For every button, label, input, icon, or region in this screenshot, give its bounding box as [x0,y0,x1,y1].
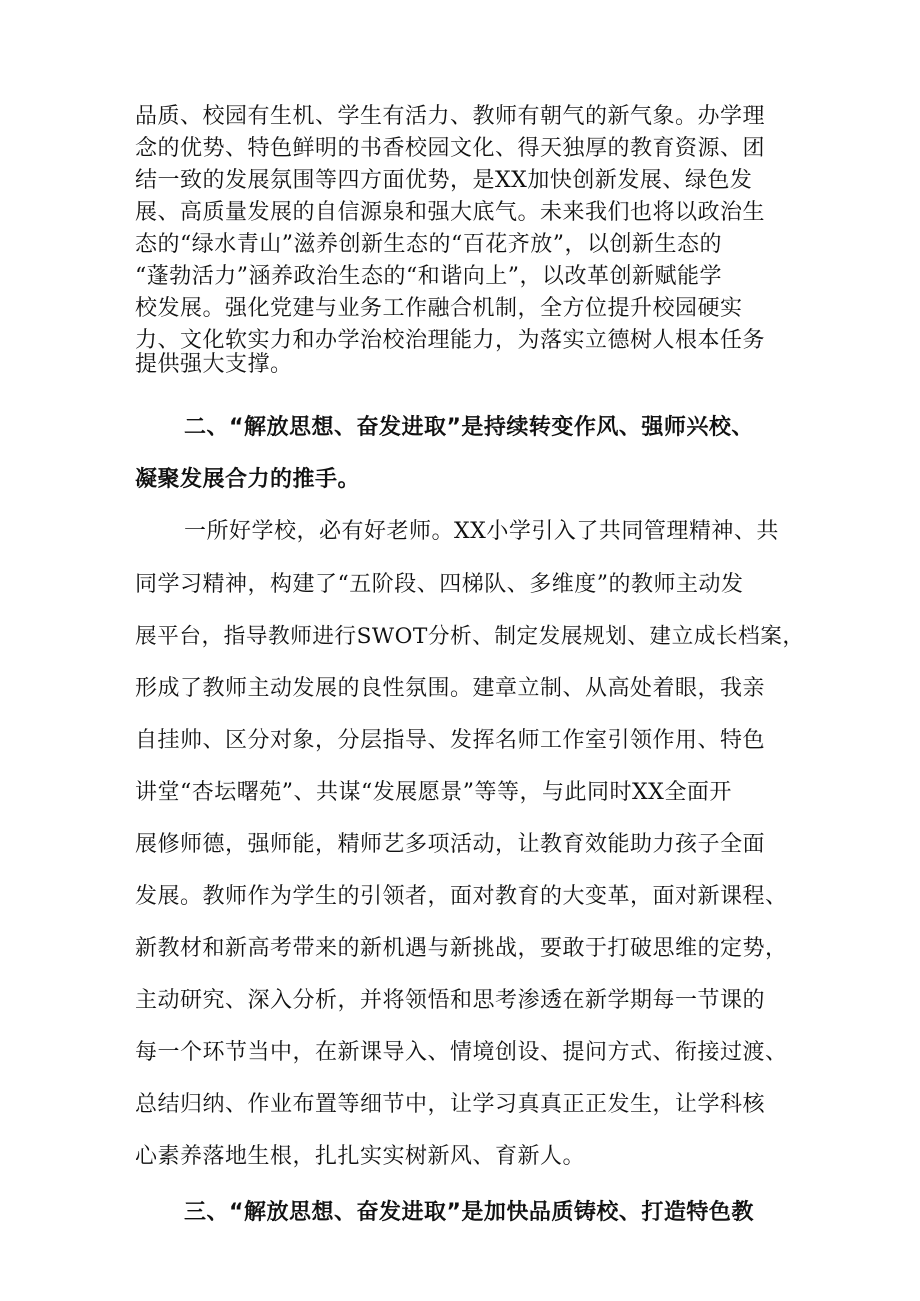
heading-line: 二、“解放思想、奋发进取”是持续转变作风、强师兴校、 [184,415,754,440]
paragraph-line: 同学习精神，构建了“五阶段、四梯队、多维度”的教师主动发 [135,572,744,597]
paragraph-line: “蓬勃活力”涵养政治生态的“和谐向上”，以改革创新赋能学 [135,264,722,289]
paragraph-line: 新教材和新高考带来的新机遇与新挑战，要敢于打破思维的定势， [135,936,788,961]
paragraph-line: 发展。教师作为学生的引领者，面对教育的大变革，面对新课程、 [135,884,788,909]
paragraph-line: 结一致的发展氛围等四方面优势，是XX加快创新发展、绿色发 [135,168,753,193]
paragraph-line: 品质、校园有生机、学生有活力、教师有朝气的新气象。办学理 [135,104,766,129]
paragraph-line: 每一个环节当中，在新课导入、情境创设、提问方式、衔接过渡、 [135,1040,788,1065]
paragraph-line: 形成了教师主动发展的良性氛围。建章立制、从高处着眼，我亲 [135,676,766,701]
paragraph-line: 一所好学校，必有好老师。XX小学引入了共同管理精神、共 [184,519,779,544]
paragraph-line: 总结归纳、作业布置等细节中，让学习真真正正发生，让学科核 [135,1092,766,1117]
paragraph-line: 校发展。强化党建与业务工作融合机制，全方位提升校园硬实 [135,296,743,321]
paragraph-line: 念的优势、特色鲜明的书香校园文化、得天独厚的教育资源、团 [135,136,766,161]
paragraph-line: 讲堂“杏坛曙苑”、共谋“发展愿景”等等，与此同时XX全面开 [135,780,732,805]
paragraph-line: 展平台，指导教师进行SWOT分析、制定发展规划、建立成长档案， [135,624,805,649]
paragraph-line: 自挂帅、区分对象，分层指导、发挥名师工作室引领作用、特色 [135,728,766,753]
paragraph-line: 主动研究、深入分析，并将领悟和思考渗透在新学期每一节课的 [135,988,766,1013]
heading-line: 凝聚发展合力的推手。 [135,467,361,492]
paragraph-line: 展、高质量发展的自信源泉和强大底气。未来我们也将以政治生 [135,200,766,225]
paragraph-line: 展修师德，强师能，精师艺多项活动，让教育效能助力孩子全面 [135,832,766,857]
paragraph-line: 心素养落地生根，扎扎实实树新风、育新人。 [135,1144,586,1169]
heading-line: 三、“解放思想、奋发进取”是加快品质铸校、打造特色教 [184,1200,754,1225]
paragraph-line: 态的“绿水青山”滋养创新生态的“百花齐放”，以创新生态的 [135,232,722,257]
paragraph-line: 提供强大支撑。 [135,352,293,377]
paragraph-line: 力、文化软实力和办学治校治理能力，为落实立德树人根本任务 [135,328,766,353]
